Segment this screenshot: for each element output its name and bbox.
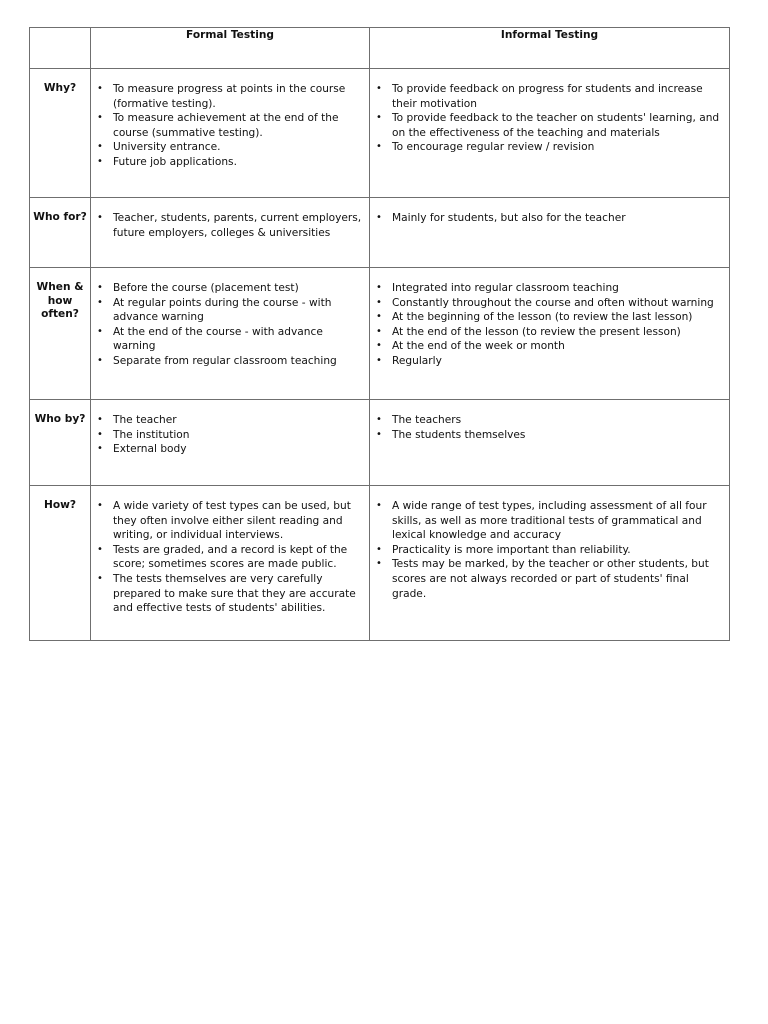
- list-item: • Practicality is more important than reliability.: [392, 543, 723, 558]
- list-item: • To measure achievement at the end of the course (summative testing).: [113, 111, 363, 140]
- comparison-table: [29, 27, 730, 641]
- list-item: • At the beginning of the lesson (to review the last lesson): [392, 310, 723, 325]
- list-item: • The tests themselves are very carefully prepared to make sure that they are accurate and effective tests of students' abilities.: [113, 572, 363, 616]
- list-item: • Tests may be marked, by the teacher or other students, but scores are not always recorded or part of students' final grade.: [392, 557, 723, 601]
- header-corner: [30, 28, 91, 69]
- list-item: • The teacher: [113, 413, 363, 428]
- table-row-when-how-often: [30, 268, 730, 400]
- list-item: • A wide range of test types, including assessment of all four skills, as well as more traditional tests of grammatical and lexical knowledge and accuracy: [392, 499, 723, 543]
- cell-informal-when-how-often: [370, 268, 730, 400]
- list-item: • Separate from regular classroom teaching: [113, 354, 363, 369]
- list-item: • To measure progress at points in the course (formative testing).: [113, 82, 363, 111]
- list-item: • At the end of the course - with advance warning: [113, 325, 363, 354]
- cell-formal-how: [91, 486, 370, 641]
- list-item: • To provide feedback on progress for students and increase their motivation: [392, 82, 723, 111]
- header-row: [30, 28, 730, 69]
- list-item: • Teacher, students, parents, current employers, future employers, colleges & universities: [113, 211, 363, 240]
- list-item: • To encourage regular review / revision: [392, 140, 723, 155]
- list-item: • University entrance.: [113, 140, 363, 155]
- cell-formal-when-how-often: [91, 268, 370, 400]
- table-row-who-by: [30, 400, 730, 486]
- cell-informal-who-for: [370, 198, 730, 268]
- table-row-why: [30, 69, 730, 198]
- table-row-how: [30, 486, 730, 641]
- row-label-when-how-often: When & how often?: [30, 268, 91, 400]
- list-item: • External body: [113, 442, 363, 457]
- list-item: • The teachers: [392, 413, 723, 428]
- list-item: • A wide variety of test types can be used, but they often involve either silent reading and writing, or individual interviews.: [113, 499, 363, 543]
- list-item: • Integrated into regular classroom teaching: [392, 281, 723, 296]
- cell-informal-who-by: [370, 400, 730, 486]
- list-item: • The institution: [113, 428, 363, 443]
- cell-formal-who-by: [91, 400, 370, 486]
- list-item: • To provide feedback to the teacher on students' learning, and on the effectiveness of the teaching and materials: [392, 111, 723, 140]
- row-label-who-by: Who by?: [30, 400, 91, 486]
- table-row-who-for: [30, 198, 730, 268]
- row-label-how: How?: [30, 486, 91, 641]
- list-item: • At the end of the lesson (to review the present lesson): [392, 325, 723, 340]
- cell-formal-why: [91, 69, 370, 198]
- list-item: • Constantly throughout the course and often without warning: [392, 296, 723, 311]
- cell-informal-how: [370, 486, 730, 641]
- cell-informal-why: [370, 69, 730, 198]
- row-label-why: Why?: [30, 69, 91, 198]
- list-item: • Tests are graded, and a record is kept of the score; sometimes scores are made public.: [113, 543, 363, 572]
- list-item: • The students themselves: [392, 428, 723, 443]
- list-item: • Regularly: [392, 354, 723, 369]
- list-item: • At regular points during the course - with advance warning: [113, 296, 363, 325]
- header-informal-testing: Informal Testing: [370, 28, 730, 69]
- list-item: • Before the course (placement test): [113, 281, 363, 296]
- list-item: • At the end of the week or month: [392, 339, 723, 354]
- list-item: • Mainly for students, but also for the teacher: [392, 211, 723, 226]
- cell-formal-who-for: [91, 198, 370, 268]
- header-formal-testing: Formal Testing: [91, 28, 370, 69]
- row-label-who-for: Who for?: [30, 198, 91, 268]
- list-item: • Future job applications.: [113, 155, 363, 170]
